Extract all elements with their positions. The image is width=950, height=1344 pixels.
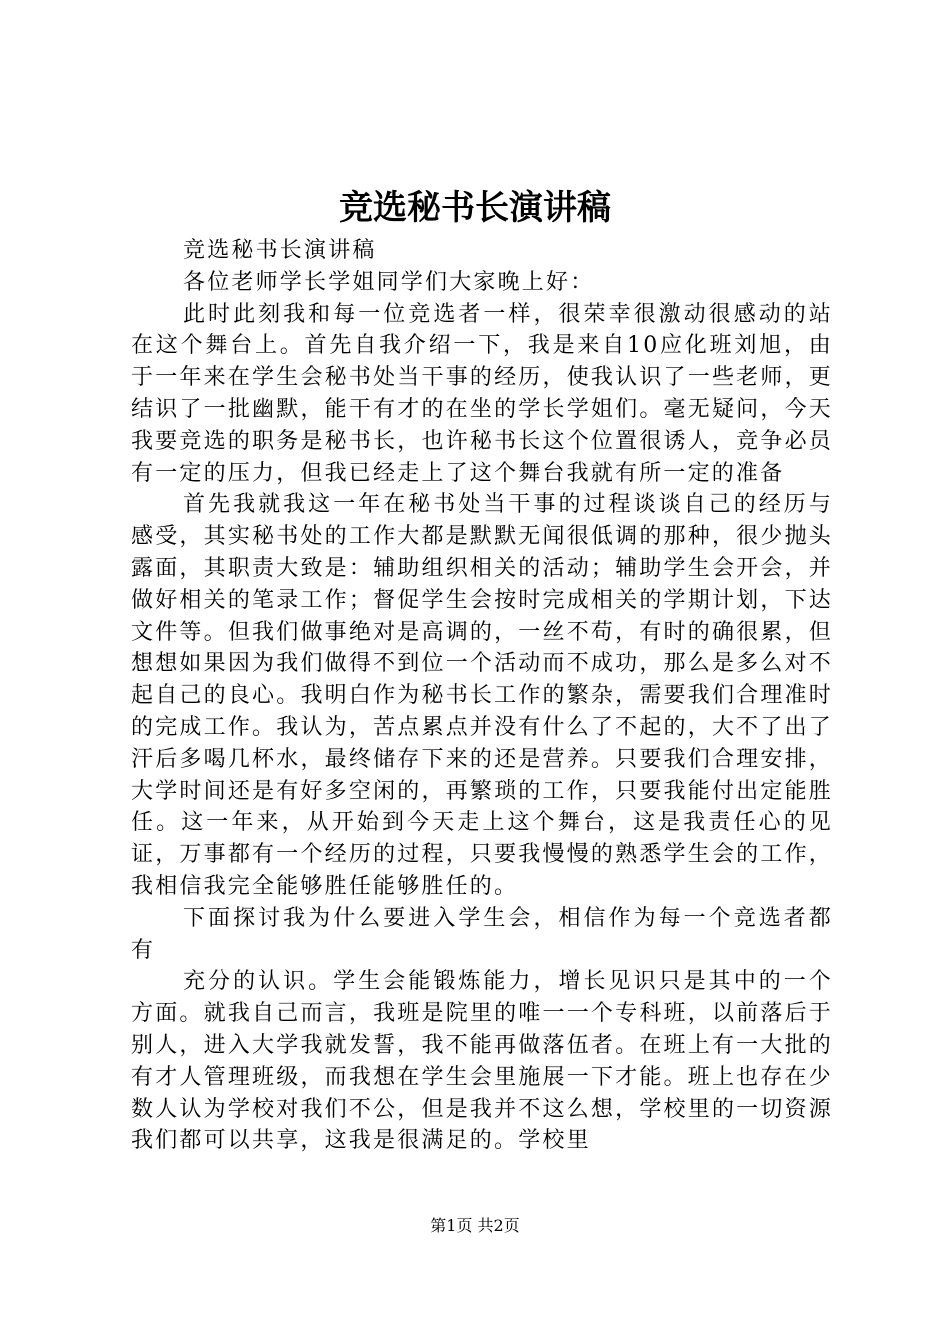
paragraph-reason-intro: 下面探讨我为什么要进入学生会，相信作为每一个竞选者都有 <box>131 905 833 963</box>
document-title: 竞选秘书长演讲稿 <box>339 188 611 228</box>
paragraph-introduction: 此时此刻我和每一位竞选者一样，很荣幸很激动很感动的站在这个舞台上。首先自我介绍一下，我是来自10应化班刘旭，由于一年来在学生会秘书处当干事的经历，使我认识了一些老师，更结识了一批幽默，能干有才的在坐的学长学姐们。毫无疑问，今天我要竞选的职务是秘书长，也许秘书长这个位置很诱人，竞争必员有一定的压力，但我已经走上了这个舞台我就有所一定的准备 <box>131 301 833 486</box>
paragraph-reason-detail: 充分的认识。学生会能锻炼能力，增长见识只是其中的一个方面。就我自己而言，我班是院里的唯一一个专科班，以前落后于别人，进入大学我就发誓，我不能再做落伍者。在班上有一大批的有才人管理班级，而我想在学生会里施展一下才能。班上也存在少数人认为学校对我们不公，但是我并不这么想，学校里的一切资源我们都可以共享，这我是很满足的。学校里 <box>131 969 833 1154</box>
paragraph-heading-repeat: 竞选秘书长演讲稿 <box>183 238 377 263</box>
document-body <box>131 235 833 1157</box>
paragraph-salutation: 各位老师学长学姐同学们大家晚上好： <box>183 269 595 295</box>
page-number-footer: 第1页 共2页 <box>430 1216 520 1235</box>
paragraph-experience: 首先我就我这一年在秘书处当干事的过程谈谈自己的经历与感受，其实秘书处的工作大都是默默无闻很低调的那种，很少抛头露面，其职责大致是：辅助组织相关的活动；辅助学生会开会，并做好相关的笔录工作；督促学生会按时完成相关的学期计划，下达文件等。但我们做事绝对是高调的，一丝不苟，有时的确很累，但想想如果因为我们做得不到位一个活动而不成功，那么是多么对不起自己的良心。我明白作为秘书长工作的繁杂，需要我们合理准时的完成工作。我认为，苦点累点并没有什么了不起的，大不了出了汗后多喝几杯水，最终储存下来的还是营养。只要我们合理安排，大学时间还是有好多空闲的，再繁琐的工作，只要我能付出定能胜任。这一年来，从开始到今天走上这个舞台，这是我责任心的见证，万事都有一个经历的过程，只要我慢慢的熟悉学生会的工作，我相信我完全能够胜任能够胜任的。 <box>131 492 833 899</box>
